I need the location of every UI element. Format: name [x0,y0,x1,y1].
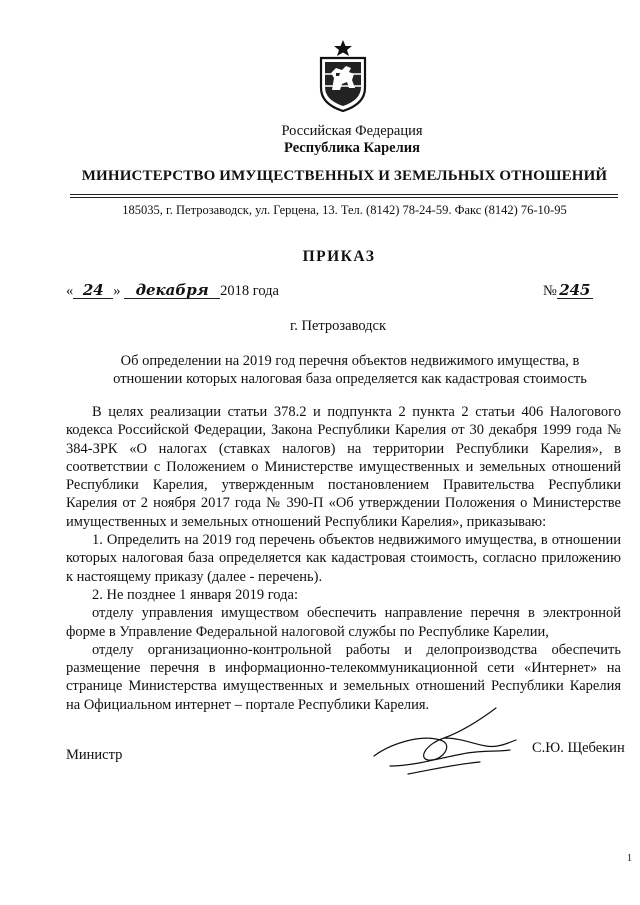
order-body [66,403,621,714]
order-subject [80,352,620,388]
date-quote-close: » [113,283,121,299]
number-prefix: № [543,283,557,299]
signatory-name: С.Ю. Щебекин [532,740,625,756]
body-paragraph-preamble: В целях реализации статьи 378.2 и подпункта 2 пункта 2 статьи 406 Налогового кодекса Российской Федерации, Закона Республики Карелия от 30 декабря 1999 года № 384-ЗРК «О налогах (ставках налогов) на территории Республики Карелия», в соответствии с Положением о Министерстве имущественных и земельных отношений Республики Карелия, утвержденным постановлением Правительства Республики Карелия от 2 ноября 2017 года № 390-П «Об утверждении Положения о Министерстве имущественных и земельных отношений Республики Карелия», приказываю: [66,404,621,530]
date-year: 2018 года [220,283,279,299]
body-paragraph-item-1: 1. Определить на 2019 год перечень объектов недвижимого имущества, в отношении которых налоговая база определяется как кадастровая стоимость, согласно приложению к настоящему приказу (далее - перечень). [66,532,621,585]
header-divider-bottom [70,197,618,198]
coat-of-arms-emblem [318,40,368,112]
signatory-position: Министр [66,747,123,763]
subject-line-1: Об определении на 2019 год перечня объектов недвижимого имущества, в [120,353,580,369]
body-paragraph-item-2b: отделу организационно-контрольной работы и делопроизводства обеспечить размещение перечня в информационно-телекоммуникационной сети «Интернет» на странице Министерства имущественных и земельных отношений Республики Карелия на Официальном интернет – портале Республики Карелия. [66,641,621,713]
date-month: декабря [124,283,220,299]
document-title: ПРИКАЗ [302,248,376,265]
ministry-address: 185035, г. Петрозаводск, ул. Герцена, 13. Тел. (8142) 78-24-59. Факс (8142) 76-10-95 [122,203,567,217]
date-day: 24 [73,283,113,299]
header-divider-top [70,194,618,195]
number-value: 245 [557,283,593,299]
date-quote-open: « [66,283,74,299]
body-paragraph-item-2a: отделу управления имуществом обеспечить направление перечня в электронной форме в Управление Федеральной налоговой службы по Республике Карелии, [66,605,621,640]
header-republic: Республика Карелия [284,140,420,156]
ministry-name: МИНИСТЕРСТВО ИМУЩЕСТВЕННЫХ И ЗЕМЕЛЬНЫХ ОТНОШЕНИЙ [81,168,608,184]
handwritten-signature [370,704,520,780]
order-date [66,283,279,300]
page-number: 1 [627,853,632,864]
order-number [543,283,593,300]
subject-line-2: отношении которых налоговая база определяется как кадастровая стоимость [113,371,587,387]
order-city: г. Петрозаводск [289,318,387,334]
body-paragraph-item-2: 2. Не позднее 1 января 2019 года: [92,586,298,603]
header-country: Российская Федерация [281,123,423,139]
